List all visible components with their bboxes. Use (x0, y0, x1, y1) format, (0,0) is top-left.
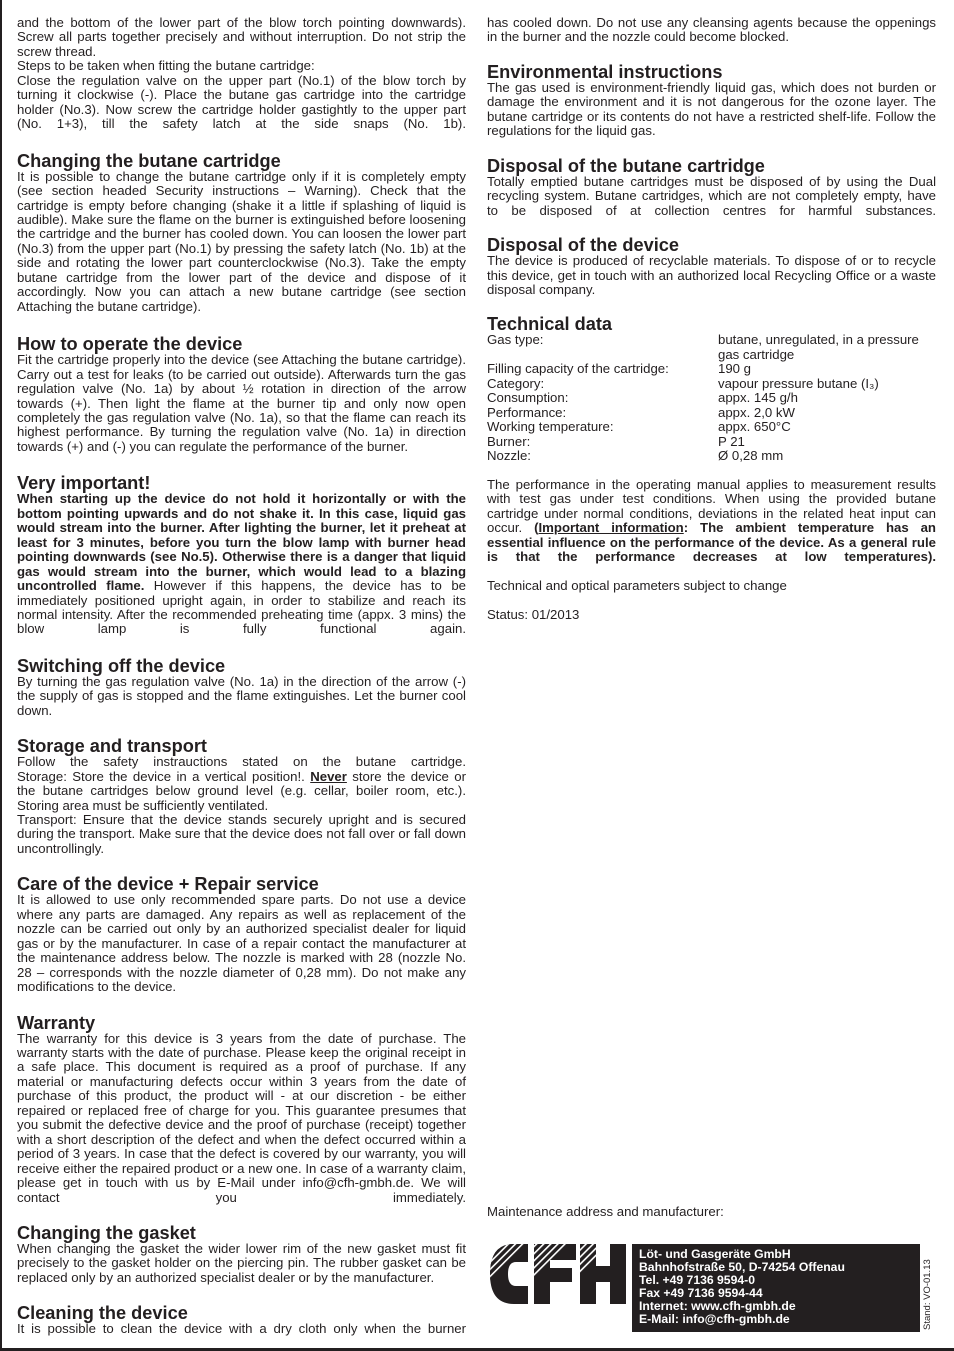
section-heading: Very important! (17, 473, 151, 494)
intro-paragraph: and the bottom of the lower part of the blow torch pointing downwards). Screw all parts together precisely and without interruption. Do not strip the screw thread. (17, 15, 466, 59)
technical-data-label: Filling capacity of the cartridge: (487, 361, 669, 377)
technical-data-row (487, 333, 936, 362)
technical-data-value: 190 g (718, 361, 752, 377)
section-heading: Technical data (487, 314, 612, 335)
company-fax: Fax +49 7136 9594-44 (639, 1285, 763, 1300)
section-heading: Disposal of the device (487, 235, 680, 256)
section-text: When changing the gasket the wider lower rim of the new gasket must fit precisely to the gasket holder on the piercing pin. The rubber gasket can be replaced only by an authorized specialist dealer or by the manufacturer. (17, 1241, 466, 1285)
section-text: The gas used is environment-friendly liquid gas, which does not burden or damage the environment and it is not dangerous for the ozone layer. The butane cartridge or its contents do not have a restricted shelf-life. Follow the regulations for the liquid gas. (487, 79, 936, 139)
technical-data-value: Ø 0,28 mm (718, 448, 784, 464)
cfh-logo (488, 1242, 628, 1306)
section-text (17, 492, 466, 637)
company-address: Bahnhofstraße 50, D-74254 Offenau (639, 1259, 845, 1274)
bold-paren: ( (534, 520, 539, 536)
spacer (487, 594, 936, 608)
section-very-important (17, 474, 466, 637)
section-storage (17, 737, 466, 856)
cfh-logo-letters (488, 1242, 628, 1306)
spacer (487, 565, 936, 579)
status-date: Status: 01/2013 (487, 607, 580, 622)
technical-data-label: Category: (487, 375, 545, 391)
company-website[interactable]: Internet: www.cfh-gmbh.de (639, 1298, 796, 1313)
section-technical-data (487, 315, 936, 463)
section-warranty (17, 1014, 466, 1205)
subject-to-change-note: Technical and optical parameters subject to change (487, 578, 787, 594)
storage-suffix: store the device or the butane cartridges below ground level (e.g. cellar, boiler room, etc.). Storing area must be sufficiently ventilated. (17, 768, 467, 813)
transport-text: Transport: Ensure that the device stands securely upright and is secured during the transport. Make sure that the device does not fall over or fall down uncontrollingly. (17, 812, 466, 856)
company-name: Löt- und Gasgeräte GmbH (639, 1247, 791, 1261)
left-column (17, 16, 466, 1337)
section-disposal-cartridge (487, 157, 936, 218)
technical-data-value: P 21 (718, 433, 745, 449)
section-heading: Changing the butane cartridge (17, 150, 281, 171)
section-environmental (487, 63, 936, 139)
section-cleaning (17, 1304, 466, 1336)
section-text: The warranty for this device is 3 years from the date of purchase. The warranty starts with the date of purchase. Please keep the original receipt in a safe place. This document is required as a proof of purchase. If any material or manufacturing defects occur within 3 years from the date of purchase of this product, the product will - at our discretion - be either repaired or replaced free of charge for you. This guarantee presumes that you submit the defective device and the proof of purchase (receipt) together with a short description of the defect and when the defect occurred within a period of 3 years. In case that the defect is covered by our warranty, you will receive either the repaired product or a new one. In case of a warranty claim, please get in touch with us by E-Mail under info@cfh-gmbh.de. We will contact you immediately. (17, 1030, 466, 1205)
section-heading: Storage and transport (17, 736, 207, 757)
company-phone: Tel. +49 7136 9594-0 (639, 1272, 755, 1287)
warning-followup-text: However if this happens, the device has to be immediately positioned upright again, in order to stabilize and reach its normal intensity. After the recommended preheating time (appx. 3 mins) the blow lamp is fully functional again. (17, 578, 466, 637)
section-heading: Care of the device + Repair service (17, 874, 319, 895)
section-heading: How to operate the device (17, 334, 243, 355)
technical-data-label: Gas type: (487, 332, 544, 348)
technical-data-row (487, 435, 936, 449)
technical-data-label: Performance: (487, 404, 567, 420)
technical-data-value: appx. 650°C (718, 419, 791, 435)
technical-data-value: butane, unregulated, in a pressure gas cartridge (718, 332, 919, 362)
section-disposal-device (487, 236, 936, 297)
intro-section (17, 16, 466, 132)
technical-data-label: Consumption: (487, 390, 569, 406)
performance-note-text: The performance in the operating manual applies to measurement results with test gas under test conditions. When using the provided butane cartridge under normal conditions, deviations in the related heat input can occur. (487, 476, 936, 536)
section-text: By turning the gas regulation valve (No. 1a) in the direction of the arrow (-) the supply of gas is stopped and the flame extinguishes. Let the burner cool down. (17, 673, 466, 718)
technical-data-table (487, 333, 936, 463)
storage-text (17, 770, 466, 813)
important-info-label: Important information (538, 520, 684, 536)
section-gasket (17, 1224, 466, 1285)
section-heading: Environmental instructions (487, 61, 723, 82)
section-heading: Switching off the device (17, 655, 226, 676)
section-changing-cartridge (17, 152, 466, 315)
manufacturer-contact-box (632, 1244, 920, 1332)
section-text: It is possible to change the butane cartridge only if it is completely empty (see section headed Security instructions – Warning). Check that the cartridge is empty before changing (shake it a little if splashing of liquid is audible). Make sure the flame on the burner is extinguished before loosening the cartridge and the burner has cooled down. You can loosen the lower part (No.3) from the upper part (No.1) by pressing the safety latch (No. 1b) at the side and rotating the lower part counterclockwise (No.3). Take the empty butane cartridge from the lower part of the device and dispose of it accordingly. Now you can attach a new butane cartridge (see section Attaching the butane cartridge). (17, 168, 466, 314)
technical-data-label: Nozzle: (487, 448, 531, 464)
technical-data-row (487, 362, 936, 376)
cleaning-continued-text: has cooled down. Do not use any cleansing agents because the oppenings in the burner and the nozzle could become blocked. (487, 15, 936, 45)
technical-data-row (487, 391, 936, 405)
spacer (487, 464, 936, 478)
section-text: The device is produced of recyclable materials. To dispose of or to recycle this device, get in touch with an authorized local Recycling Office or a waste disposal company. (487, 253, 936, 297)
technical-data-value: vapour pressure butane (I₃) (718, 375, 879, 391)
right-column (487, 16, 936, 622)
section-heading: Disposal of the butane cartridge (487, 155, 765, 176)
performance-note (487, 478, 936, 565)
section-care (17, 875, 466, 994)
technical-data-row (487, 406, 936, 420)
storage-line1: Follow the safety instrauctions stated on the butane cartridge. (17, 754, 466, 770)
section-heading: Changing the gasket (17, 1223, 196, 1243)
technical-data-row (487, 420, 936, 434)
company-email[interactable]: E-Mail: info@cfh-gmbh.de (639, 1311, 790, 1326)
technical-data-label: Burner: (487, 433, 531, 449)
technical-data-value: appx. 2,0 kW (718, 404, 795, 420)
section-operate (17, 335, 466, 454)
document-version-stamp: Stand: VO-01.13 (922, 1259, 933, 1330)
important-info-text: : The ambient temperature has an essential influence on the performance of the device. As a general rule is that the performance decreases at low temperatures). (487, 520, 936, 565)
section-heading: Cleaning the device (17, 1303, 188, 1324)
technical-data-label: Working temperature: (487, 419, 614, 435)
section-heading: Warranty (17, 1012, 96, 1033)
section-text: It is possible to clean the device with a dry cloth only when the burner (17, 1321, 466, 1337)
intro-steps-title: Steps to be taken when fitting the butane cartridge: (17, 58, 315, 74)
never-emphasis: Never (310, 768, 347, 784)
section-text: Fit the cartridge properly into the device (see Attaching the butane cartridge). Carry out a test for leaks (to be carried out outside). Afterwards turn the gas regulation valve (No. 1a) by about ½ rotation in direction of the arrow towards (+). Then light the flame at the burner tip and only now open completely the gas regulation valve (No. 1a), so that the flame can reach its highest performance. By turning the regulation valve (No. 1a) in direction towards (+) and (-) you can regulate the performance of the burner. (17, 352, 466, 454)
technical-data-row (487, 449, 936, 463)
maintenance-label: Maintenance address and manufacturer: (487, 1204, 724, 1219)
technical-data-value: appx. 145 g/h (718, 390, 798, 406)
section-switching-off (17, 657, 466, 718)
storage-prefix: Storage: Store the device in a vertical position!. (17, 768, 311, 784)
intro-steps-text: Close the regulation valve on the upper part (No.1) of the blow torch by turning it clockwise (-). Place the butane gas cartridge into the cartridge holder (No.3). Now screw the cartridge holder gastightly to the upper part (No. 1+3), till the safety latch at the side snaps (No. 1b). (17, 72, 466, 132)
warning-bold-text: When starting up the device do not hold it horizontally or with the bottom pointing upwards and do not shake it. In this case, liquid gas would stream into the burner. After lighting the burner, let it preheat at least for 3 minutes, before you turn the blow lamp with burner head pointing downwards (see No.5). Otherwise there is a danger that liquid gas would stream into the burner, which would lead to a blazing uncontrolled flame. (17, 491, 466, 594)
section-text: Totally emptied butane cartridges must be disposed of by using the Dual recycling system. Butane cartridges, which are not completely empty, have to be disposed of at collection centres for harmful substances. (487, 173, 936, 218)
page-border-left (0, 0, 2, 1351)
section-text: It is allowed to use only recommended spare parts. Do not use a device where any parts are damaged. Any repairs as well as replacement of the nozzle can be carried out only by an authorized specialist dealer for liquid gas or by the manufacturer. In case of a repair contact the manufacturer at the maintenance address below. The nozzle is marked with 28 (nozzle No. 28 – corresponds with the nozzle diameter of 0,28 mm). Do not make any modifications to the device. (17, 892, 466, 995)
technical-data-row (487, 377, 936, 391)
